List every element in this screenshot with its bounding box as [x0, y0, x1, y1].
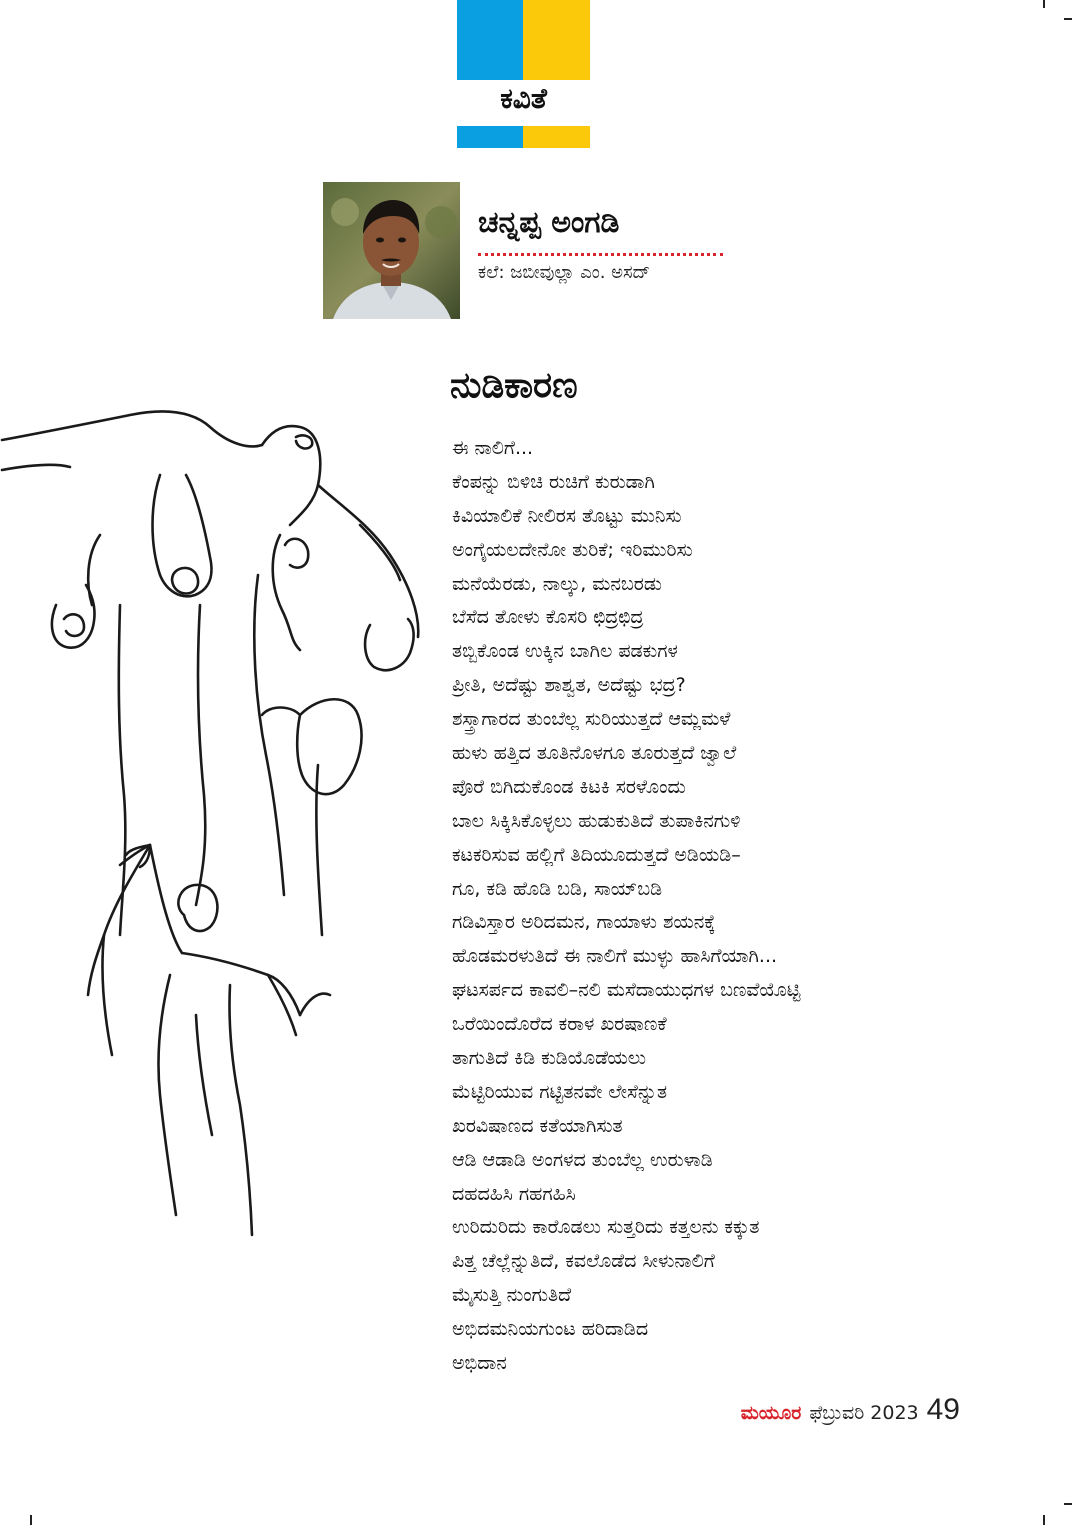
crop-mark — [1064, 1503, 1072, 1505]
poem-title: ನುಡಿಕಾರಣ — [450, 365, 578, 406]
poem-line: ಮೆಟ್ಟಿರಿಯುವ ಗಟ್ಟಿತನವೇ ಲೇಸೆನ್ನುತ — [452, 1080, 668, 1103]
section-label: ಕವಿತೆ — [500, 82, 547, 115]
page-footer — [741, 1393, 960, 1427]
crop-mark — [1064, 18, 1072, 20]
poem-line: ಗಡಿವಿಸ್ತಾರ ಅರಿದಮನ, ಗಾಯಾಳು ಶಯನಕ್ಕೆ — [452, 911, 716, 934]
crop-mark — [1043, 0, 1045, 8]
crop-mark — [1043, 1515, 1045, 1525]
poem-line: ಹೊಡಮರಳುತಿದೆ ಈ ನಾಲಿಗೆ ಮುಳ್ಳು ಹಾಸಿಗೆಯಾಗಿ... — [452, 945, 778, 968]
poem-line: ಮೈಸುತ್ತಿ ನುಂಗುತಿದೆ — [452, 1284, 572, 1307]
poem-line: ಬೆಸೆದ ತೋಳು ಕೊಸರಿ ಛಿದ್ರಛಿದ್ರ — [452, 606, 644, 629]
section-tag — [457, 0, 590, 148]
poem-line: ಪ್ರೀತಿ, ಅದೆಷ್ಟು ಶಾಶ್ವತ, ಅದೆಷ್ಟು ಭದ್ರ? — [452, 674, 686, 697]
author-name: ಚನ್ನಪ್ಪ ಅಂಗಡಿ — [478, 205, 620, 240]
poem-body — [452, 432, 1042, 1381]
section-tag-yellow-block — [523, 0, 590, 80]
poem-line: ಘಟಸರ್ಪದ ಕಾವಲಿ–ನಲಿ ಮಸೆದಾಯುಧಗಳ ಬಣವೆಯೊಟ್ಟಿ — [452, 979, 801, 1002]
magazine-name: ಮಯೂರ — [740, 1402, 802, 1424]
poem-line: ಅಂಗೈಯಲದೇನೋ ತುರಿಕೆ; ಇರಿಮುರಿಸು — [452, 538, 693, 561]
author-divider — [478, 253, 723, 256]
poem-line: ಕಟಕರಿಸುವ ಹಲ್ಲಿಗೆ ತಿದಿಯೂದುತ್ತದೆ ಅಡಿಯಡಿ– — [452, 843, 741, 866]
page-number: 49 — [926, 1393, 960, 1426]
art-credit: ಕಲೆ: ಜಬೀವುಲ್ಲಾ ಎಂ. ಅಸದ್ — [478, 262, 651, 283]
poem-line: ಕಿವಿಯಾಲಿಕೆ ನೀಲಿರಸ ತೊಟ್ಟು ಮುನಿಸು — [452, 504, 682, 527]
poem-line: ಕೆಂಪನ್ನು ಬಿಳಿಚಿ ರುಚಿಗೆ ಕುರುಡಾಗಿ — [452, 470, 655, 493]
poem-line: ಬಾಲ ಸಿಕ್ಕಿಸಿಕೊಳ್ಳಲು ಹುಡುಕುತಿದೆ ತುಪಾಕಿನಗುಳಿ — [452, 809, 741, 832]
section-tag-blue-bar — [457, 126, 523, 148]
poem-line: ಉರಿದುರಿದು ಕಾರೊಡಲು ಸುತ್ತರಿದು ಕತ್ತಲನು ಕಕ್ಕುತ — [452, 1216, 760, 1239]
issue-date: ಫೆಬ್ರುವರಿ 2023 — [809, 1402, 919, 1424]
poem-line: ಪಿತ್ತ ಚೆಲ್ಲೆನ್ನುತಿದೆ, ಕವಲೊಡೆದ ಸೀಳುನಾಲಿಗೆ — [452, 1250, 715, 1273]
poem-line: ತಾಗುತಿದೆ ಕಿಡಿ ಕುಡಿಯೊಡೆಯಲು — [452, 1047, 647, 1070]
poem-line: ತಬ್ಬಿಕೊಂಡ ಉಕ್ಕಿನ ಬಾಗಿಲ ಪಡಕುಗಳ — [452, 640, 678, 663]
poem-line: ಈ ನಾಲಿಗೆ... — [452, 437, 534, 459]
crop-mark — [30, 1515, 32, 1525]
poem-line: ಶಸ್ತ್ರಾಗಾರದ ತುಂಬೆಲ್ಲ ಸುರಿಯುತ್ತದೆ ಆಮ್ಲಮಳೆ — [452, 708, 731, 731]
poem-line: ಮನೆಯೆರಡು, ನಾಲ್ಕು, ಮನಬರಡು — [452, 572, 662, 595]
hand-illustration — [0, 375, 440, 1305]
section-tag-blue-block — [457, 0, 523, 80]
poem-line: ಪೊರೆ ಬಿಗಿದುಕೊಂಡ ಕಿಟಕಿ ಸರಳೊಂದು — [452, 775, 686, 798]
poem-line: ಗೂ, ಕಡಿ ಹೊಡಿ ಬಡಿ, ಸಾಯ್‌ಬಡಿ — [452, 877, 663, 900]
poem-line: ಅಭಿದಾನ — [452, 1352, 507, 1375]
poem-line: ಆಡಿ ಆಡಾಡಿ ಅಂಗಳದ ತುಂಬೆಲ್ಲ ಉರುಳಾಡಿ — [452, 1148, 713, 1171]
author-photo — [323, 182, 460, 319]
poem-line: ದಹದಹಿಸಿ ಗಹಗಹಿಸಿ — [452, 1182, 576, 1205]
poem-line: ಒರೆಯಿಂದೊರೆದ ಕರಾಳ ಖರಷಾಣಕೆ — [452, 1013, 667, 1036]
poem-line: ಹುಳು ಹತ್ತಿದ ತೂತಿನೊಳಗೂ ತೂರುತ್ತದೆ ಜ್ವಾಲೆ — [452, 742, 737, 765]
section-tag-yellow-bar — [523, 126, 590, 148]
poem-line: ಖರವಿಷಾಣದ ಕತೆಯಾಗಿಸುತ — [452, 1114, 623, 1137]
poem-line: ಅಭಿದಮನಿಯಗುಂಟ ಹರಿದಾಡಿದ — [452, 1318, 649, 1341]
